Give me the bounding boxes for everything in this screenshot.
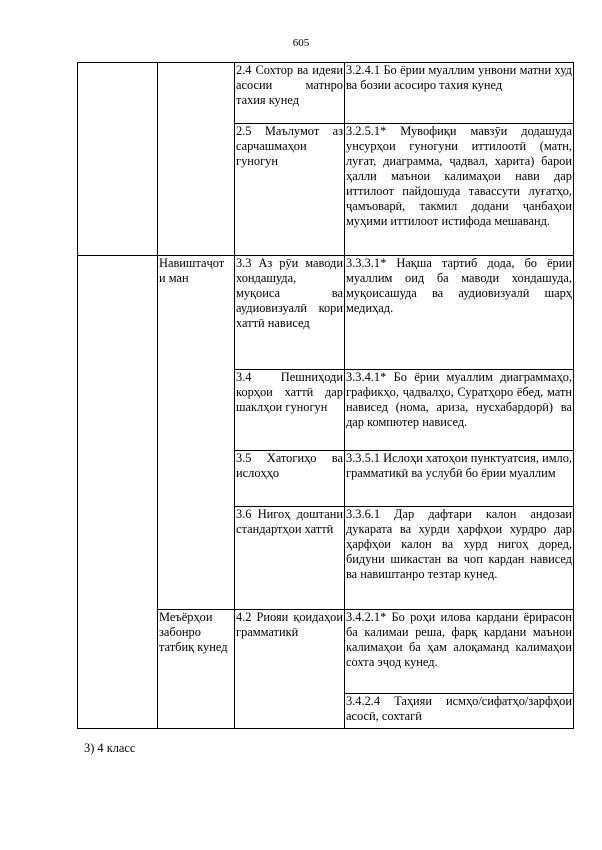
subtopic-cell: 3.3 Аз рӯи маводи хондашуда, муқоиса ва аудиовизуалӣ кори хаттӣ нависед bbox=[235, 256, 345, 370]
objective-cell: 3.3.4.1* Бо ёрии муаллим диаграммаҳо, графикҳо, ҷадвалҳо, Суратҳоро ёбед, матн нависед (нома, ариза, нусхабардорӣ) ва дар компютер нависед. bbox=[345, 370, 574, 451]
subtopic-cell: 3.6 Нигоҳ доштани стандартҳои хаттӣ bbox=[235, 507, 345, 610]
topic-cell bbox=[158, 63, 235, 256]
section-cell bbox=[78, 63, 158, 256]
objective-cell: 3.4.2.4 Таҳияи исмҳо/сифатҳо/зарфҳои асосӣ, сохтагӣ bbox=[345, 694, 574, 729]
curriculum-table bbox=[77, 62, 574, 729]
topic-cell: Меъёрҳои забонро татбиқ кунед bbox=[158, 610, 235, 729]
topic-cell: Навиштаҷот и ман bbox=[158, 256, 235, 610]
objective-cell: 3.4.2.1* Бо роҳи илова кардани ёрирасон ба калимаи реша, фарқ кардани маънои калимаҳои ба ҳам алоқаманд калимаҳои сохта эҷод кунед. bbox=[345, 610, 574, 694]
section-cell bbox=[78, 256, 158, 729]
subtopic-cell: 3.4 Пешниҳоди корҳои хаттӣ дар шаклҳои гуногун bbox=[235, 370, 345, 451]
table-row bbox=[78, 63, 574, 124]
objective-cell: 3.2.4.1 Бо ёрии муаллим унвони матни худ ва бозии асосиро тахия кунед bbox=[345, 63, 574, 124]
subtopic-cell: 2.4 Сохтор ва идеяи асосии матнро тахия кунед bbox=[235, 63, 345, 124]
subtopic-cell: 4.2 Риояи қоидаҳои грамматикӣ bbox=[235, 610, 345, 729]
objective-cell: 3.2.5.1* Мувофиқи мавзӯи додашуда унсурҳои гуногуни иттилоотӣ (матн, луғат, диаграмма, ҷадвал, харита) барои ҳалли маънои калимаҳои нави дар иттилоот пайдошуда тавассути луғатҳо, ҷамъоварӣ, такмил додани ҷанбаҳои муҳими иттилоот истифода мешаванд. bbox=[345, 124, 574, 256]
objective-cell: 3.3.5.1 Ислоҳи хатоҳои пунктуатсия, имло, грамматикӣ ва услубӣ бо ёрии муаллим bbox=[345, 451, 574, 507]
page-number: 605 bbox=[292, 37, 310, 49]
subtopic-cell: 3.5 Хатогиҳо ва ислоҳҳо bbox=[235, 451, 345, 507]
footer-note: 3) 4 класс bbox=[84, 741, 136, 755]
table-row bbox=[78, 256, 574, 370]
subtopic-cell: 2.5 Маълумот аз сарчашмаҳои гуногун bbox=[235, 124, 345, 256]
objective-cell: 3.3.6.1 Дар дафтари калон андозаи дукарата ва хурди ҳарфҳои хурдро дар ҳарфҳои калон ва хурд нигоҳ доред, бидуни шикастан ва чоп кардан нависед ва навиштанро тезтар кунед. bbox=[345, 507, 574, 610]
objective-cell: 3.3.3.1* Нақша тартиб дода, бо ёрии муаллим оид ба маводи хондашуда, муқоисашуда ва аудиовизуалӣ шарҳ медиҳад. bbox=[345, 256, 574, 370]
